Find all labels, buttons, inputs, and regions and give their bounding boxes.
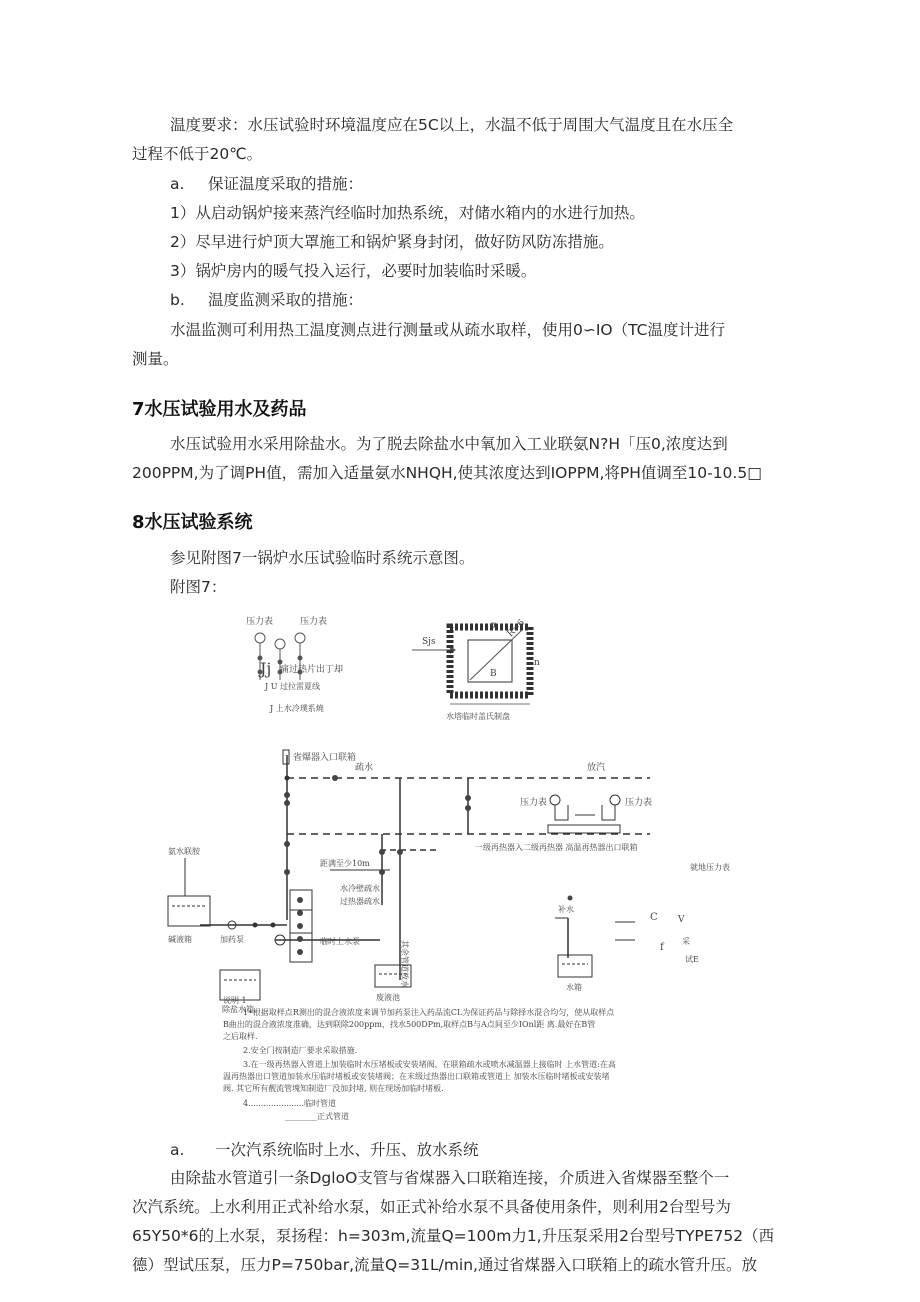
- section-detail-group: [412, 618, 540, 721]
- note-1b: B曲出的混合液浓度准确，达到联除200ppm，找水500DPm,取样点B与A点间至少IOnl距 离.最好在B管: [223, 1020, 596, 1029]
- sub-a-title: 一次汽系统临时上水、升压、放水系统: [215, 1141, 479, 1159]
- note-3b: 温再热器出口管道加装水压临时堵板或安装堵阀；在末级过热器出口联箱或管道上 加装水压临时堵板或安装堵: [223, 1072, 610, 1081]
- gauge-legend-group: [246, 615, 343, 713]
- gauge-right-label: 压力表: [300, 617, 328, 627]
- drain-label: 疏水: [355, 763, 374, 773]
- legend-line1: 痛过热片出丁却: [280, 665, 344, 675]
- sjs-label: Sjs: [422, 637, 436, 647]
- note-3c: 阀. 其它所有靓流管塊知制造厂没加封堵, 则在现场加临时堵板.: [223, 1084, 444, 1093]
- waste-pit-label: 废液池: [376, 993, 400, 1002]
- mid-gauge-left-label: 压力表: [520, 798, 548, 808]
- section-8-title: 8水压试验系统: [132, 512, 253, 533]
- heater-row-label: 一级再热器入二级再热器 高温再热器出口联箱: [475, 843, 638, 852]
- section-caption: 水塔临时盖氏制盘: [446, 712, 510, 721]
- monitor-line1: 水温监测可利用热工温度测点进行测量或从疏水取样，使用0∽IO（TC温度计进行: [170, 321, 726, 339]
- note-1: 1•根据取样点R测出的混合液浓度来调节加药泵注入药品流CL为保证药品与除择水混合均匀，使从取样点: [243, 1008, 615, 1017]
- item-a-label: a.: [170, 175, 185, 193]
- local-gauge-label: 就地压力表: [690, 863, 730, 872]
- dosing-tank-label: 碱液箱: [168, 935, 192, 944]
- temp-req-line1: 温度要求：水压试验时环境温度应在5C以上，水温不低于周围大气温度且在水压全: [170, 116, 734, 134]
- monitor-line2: 测量。: [132, 350, 179, 368]
- figure-label: 附图7：: [170, 578, 227, 596]
- legend-line3: J 上水冷璞系燒: [270, 704, 324, 713]
- drain-min-label: 距满至少10m: [320, 859, 370, 868]
- radius-label: R=6: [505, 617, 527, 640]
- note-5: ________正式管道: [285, 1112, 349, 1121]
- item-b-text: 温度监测采取的措施：: [208, 291, 364, 309]
- notes-title: 说明 1: [223, 996, 247, 1005]
- note-3: 3.在一级再热器入管道上加装临时水压堵板或安装堵阀，在联箱疏水或喷水减温器上接临时 上水管道:在高: [243, 1060, 616, 1069]
- test-label: 采: [682, 937, 690, 946]
- side-f-label: f: [660, 942, 664, 953]
- section-7-line1: 水压试验用水采用除盐水。为了脱去除盐水中氧加入工业联氨N?H「压0,浓度达到: [170, 435, 728, 453]
- step-2: 2）尽早进行炉顶大罩施工和锅炉紧身封闭，做好防风防冻措施。: [170, 233, 614, 251]
- figure-7-schematic: [150, 600, 800, 1125]
- cool-wall-label: 水冷壁疏水: [340, 884, 380, 893]
- vent-label: 放汽: [587, 763, 606, 773]
- temp-pump-label: 临时上水泵: [320, 937, 360, 946]
- side-v-label: V: [678, 915, 685, 925]
- water-tank-label: 水箱: [566, 983, 582, 992]
- note-2: 2.安全门按制造厂要求采取措施.: [243, 1046, 358, 1055]
- makeup-label: 补水: [558, 905, 574, 914]
- body-line1: 由除盐水管道引一条DgloO支管与省煤器入口联箱连接，介质进入省煤器至整个一: [170, 1169, 730, 1187]
- side-c-label: C: [650, 912, 658, 923]
- schematic-svg: [150, 600, 800, 1125]
- step-3: 3）锅炉房内的暖气投入运行，必要时加装临时采暖。: [170, 262, 537, 280]
- step-1: 1）从启动锅炉接来蒸汽经临时加热系统，对储水箱内的水进行加热。: [170, 204, 645, 222]
- mid-gauges: [520, 795, 652, 833]
- dosing-pump-label: 加药泵: [220, 935, 244, 944]
- section-7-line2: 200PPM,为了调PH值，需加入适量氨水NHQH,使其浓度达到IOPPM,将PH值调至10-10.5□: [132, 464, 762, 482]
- item-a-text: 保证温度采取的措施：: [208, 175, 364, 193]
- economizer-inlet-label: 省爆器入口联箱: [293, 753, 357, 763]
- section-7-title: 7水压试验用水及药品: [132, 399, 307, 420]
- body-line4: 德）型试压泵，压力P=750bar,流量Q=31L/min,通过省煤器入口联箱上的疏水管升压。放: [132, 1256, 757, 1274]
- legend-line2: J U 过拉雷夏线: [265, 682, 321, 691]
- body-line2: 次汽系统。上水利用正式补给水泵，如正式补给水泵不具备使用条件，则利用2台型号为: [132, 1198, 731, 1216]
- dim-n-label: n: [534, 658, 540, 668]
- piping-lines: [200, 755, 653, 980]
- superheater-label: 过热器疏水: [340, 897, 380, 906]
- pipe-rest-label: 其余管道放水: [400, 940, 409, 988]
- note-4: 4......................临时管道: [243, 1099, 337, 1108]
- figure-reference: 参见附图7一锅炉水压试验临时系统示意图。: [170, 549, 475, 567]
- mid-gauge-right-label: 压力表: [625, 798, 653, 808]
- temp-req-line2: 过程不低于20℃。: [132, 145, 263, 163]
- legend-jj: Jj: [260, 659, 272, 678]
- ammonia-label: 氨水联胺: [168, 847, 200, 856]
- item-b-label: b.: [170, 291, 185, 309]
- body-line3: 65Y50*6的上水泵，泵扬程：h=303m,流量Q=100m力1,升压泵采用2台型号TYPE752（西: [132, 1227, 775, 1245]
- demin-tank-label: 除盐水箱: [222, 1005, 254, 1014]
- left-tanks: [168, 846, 360, 1014]
- test-label-2: 试E: [685, 955, 699, 964]
- gauge-left-label: 压力表: [246, 617, 274, 627]
- note-1c: 之后取样.: [223, 1032, 258, 1041]
- dim-b-label: B: [490, 669, 497, 679]
- notes-group: [223, 995, 616, 1121]
- alpha-label: α: [490, 620, 497, 631]
- sub-a-label: a.: [170, 1141, 185, 1159]
